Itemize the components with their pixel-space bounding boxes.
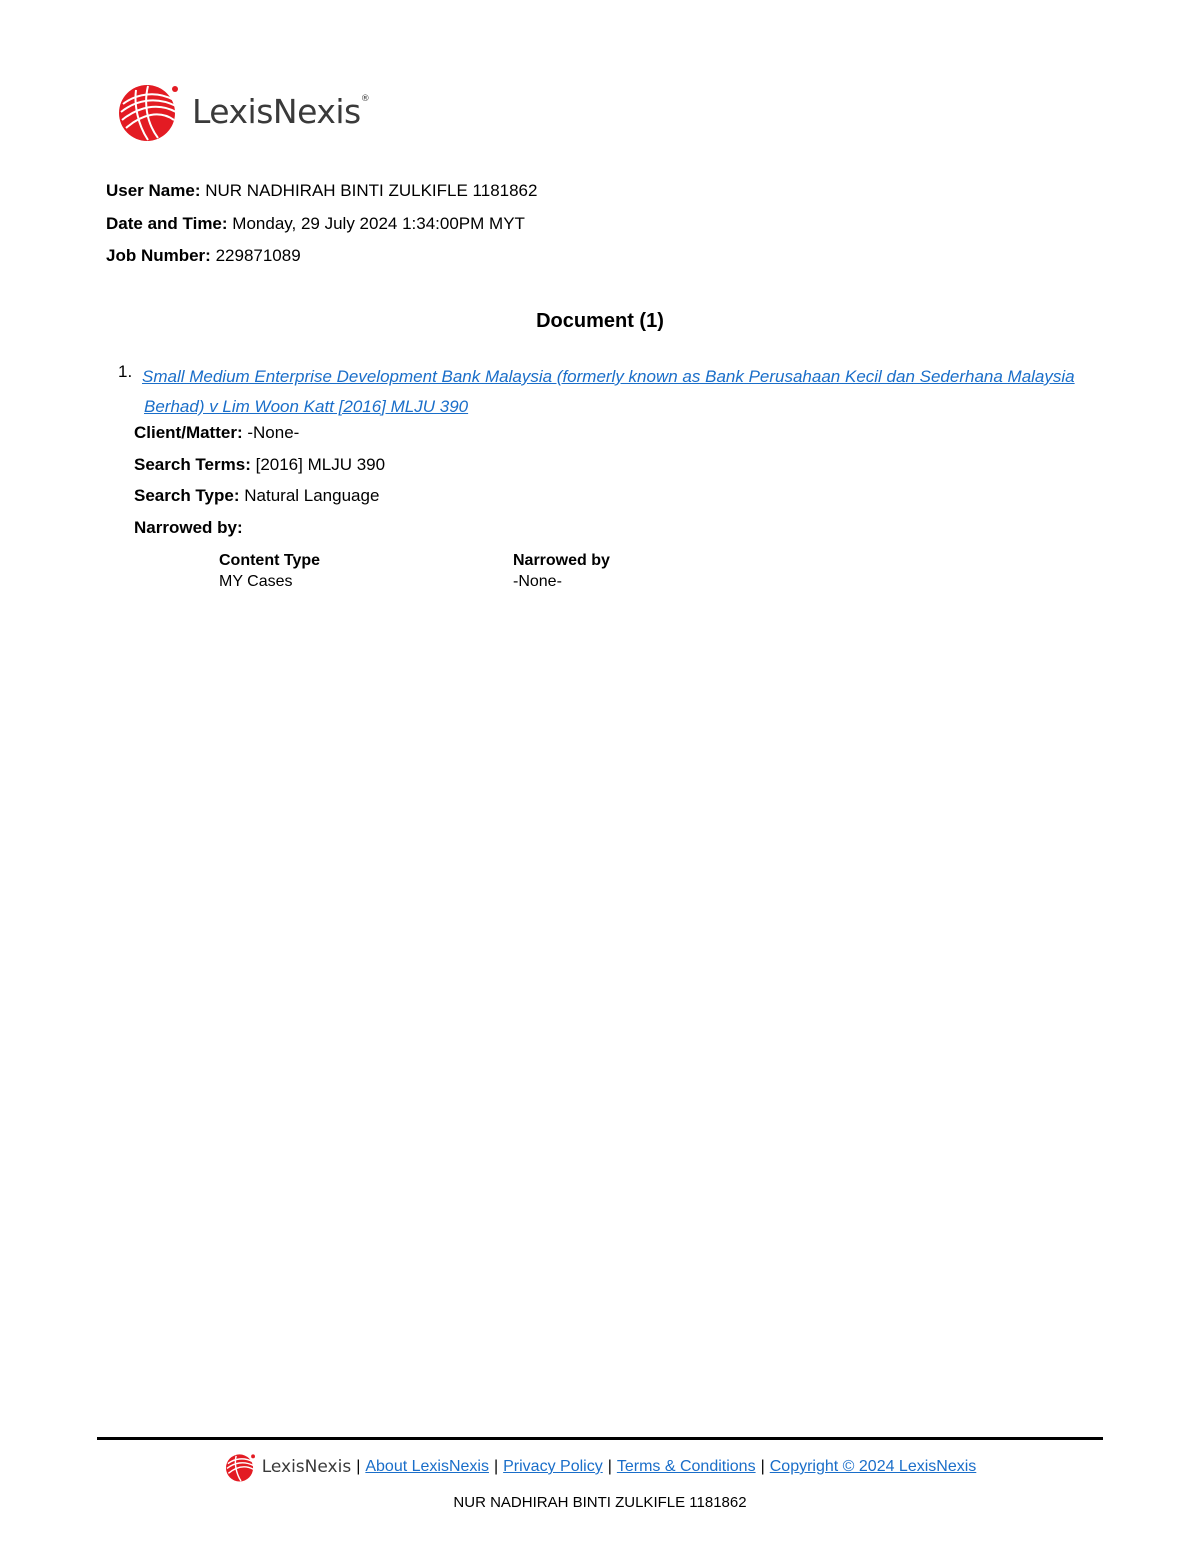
narrowed-by-value: -None-	[513, 573, 562, 590]
narrowed-by-header: Narrowed by	[513, 552, 610, 569]
date-time-label: Date and Time:	[106, 213, 228, 233]
search-details	[134, 421, 385, 547]
job-metadata	[106, 180, 537, 278]
footer-separator: |	[493, 1458, 499, 1475]
client-matter-value: -None-	[247, 423, 300, 442]
privacy-policy-link[interactable]: Privacy Policy	[503, 1458, 603, 1475]
client-matter-label: Client/Matter:	[134, 423, 243, 442]
search-terms-value: [2016] MLJU 390	[255, 454, 386, 474]
about-lexisnexis-link[interactable]: About LexisNexis	[365, 1458, 489, 1475]
narrowed-by-label: Narrowed by:	[134, 517, 243, 537]
footer-separator: |	[356, 1458, 361, 1475]
job-number-row	[106, 245, 537, 278]
footer-divider	[97, 1437, 1103, 1440]
client-matter-row	[134, 421, 385, 453]
narrowed-by-column	[513, 550, 793, 592]
job-number-value: 229871089	[215, 246, 301, 265]
user-name-label: User Name:	[106, 181, 201, 200]
document-count-heading: Document (1)	[536, 310, 664, 332]
search-terms-row	[134, 453, 385, 485]
lexisnexis-globe-icon	[116, 80, 180, 142]
entry-number: 1.	[118, 362, 133, 381]
footer-user-name: NUR NADHIRAH BINTI ZULKIFLE 1181862	[453, 1494, 747, 1511]
footer-separator: |	[607, 1458, 612, 1475]
terms-conditions-link[interactable]: Terms & Conditions	[616, 1458, 756, 1475]
lexisnexis-logo	[116, 80, 369, 142]
job-number-label: Job Number:	[106, 246, 211, 265]
case-title-link[interactable]: Small Medium Enterprise Development Bank Malaysia (formerly known as Bank Perusahaan Kecil dan Sederhana Malaysia Berhad) v Lim Woon Katt [2016] MLJU 390	[142, 367, 1075, 416]
copyright-link[interactable]: Copyright © 2024 LexisNexis	[769, 1458, 977, 1475]
lexisnexis-globe-icon	[224, 1452, 256, 1482]
content-type-header: Content Type	[219, 552, 321, 569]
date-time-row	[106, 213, 537, 246]
document-entry	[118, 362, 1078, 421]
user-name-value: NUR NADHIRAH BINTI ZULKIFLE 1181862	[205, 181, 538, 200]
content-type-value: MY Cases	[219, 573, 293, 590]
user-name-row	[106, 180, 537, 213]
content-type-column	[219, 550, 499, 592]
search-type-value: Natural Language	[244, 486, 380, 505]
footer-links	[0, 1452, 1200, 1482]
search-type-row	[134, 484, 385, 516]
logo-wordmark: LexisNexis®	[192, 91, 370, 131]
search-type-label: Search Type:	[134, 486, 240, 505]
narrowed-by-row	[134, 516, 385, 548]
footer-separator: |	[760, 1458, 765, 1475]
search-terms-label: Search Terms:	[134, 454, 251, 474]
date-time-value: Monday, 29 July 2024 1:34:00PM MYT	[232, 213, 525, 233]
footer-brand: LexisNexis	[261, 1457, 352, 1477]
